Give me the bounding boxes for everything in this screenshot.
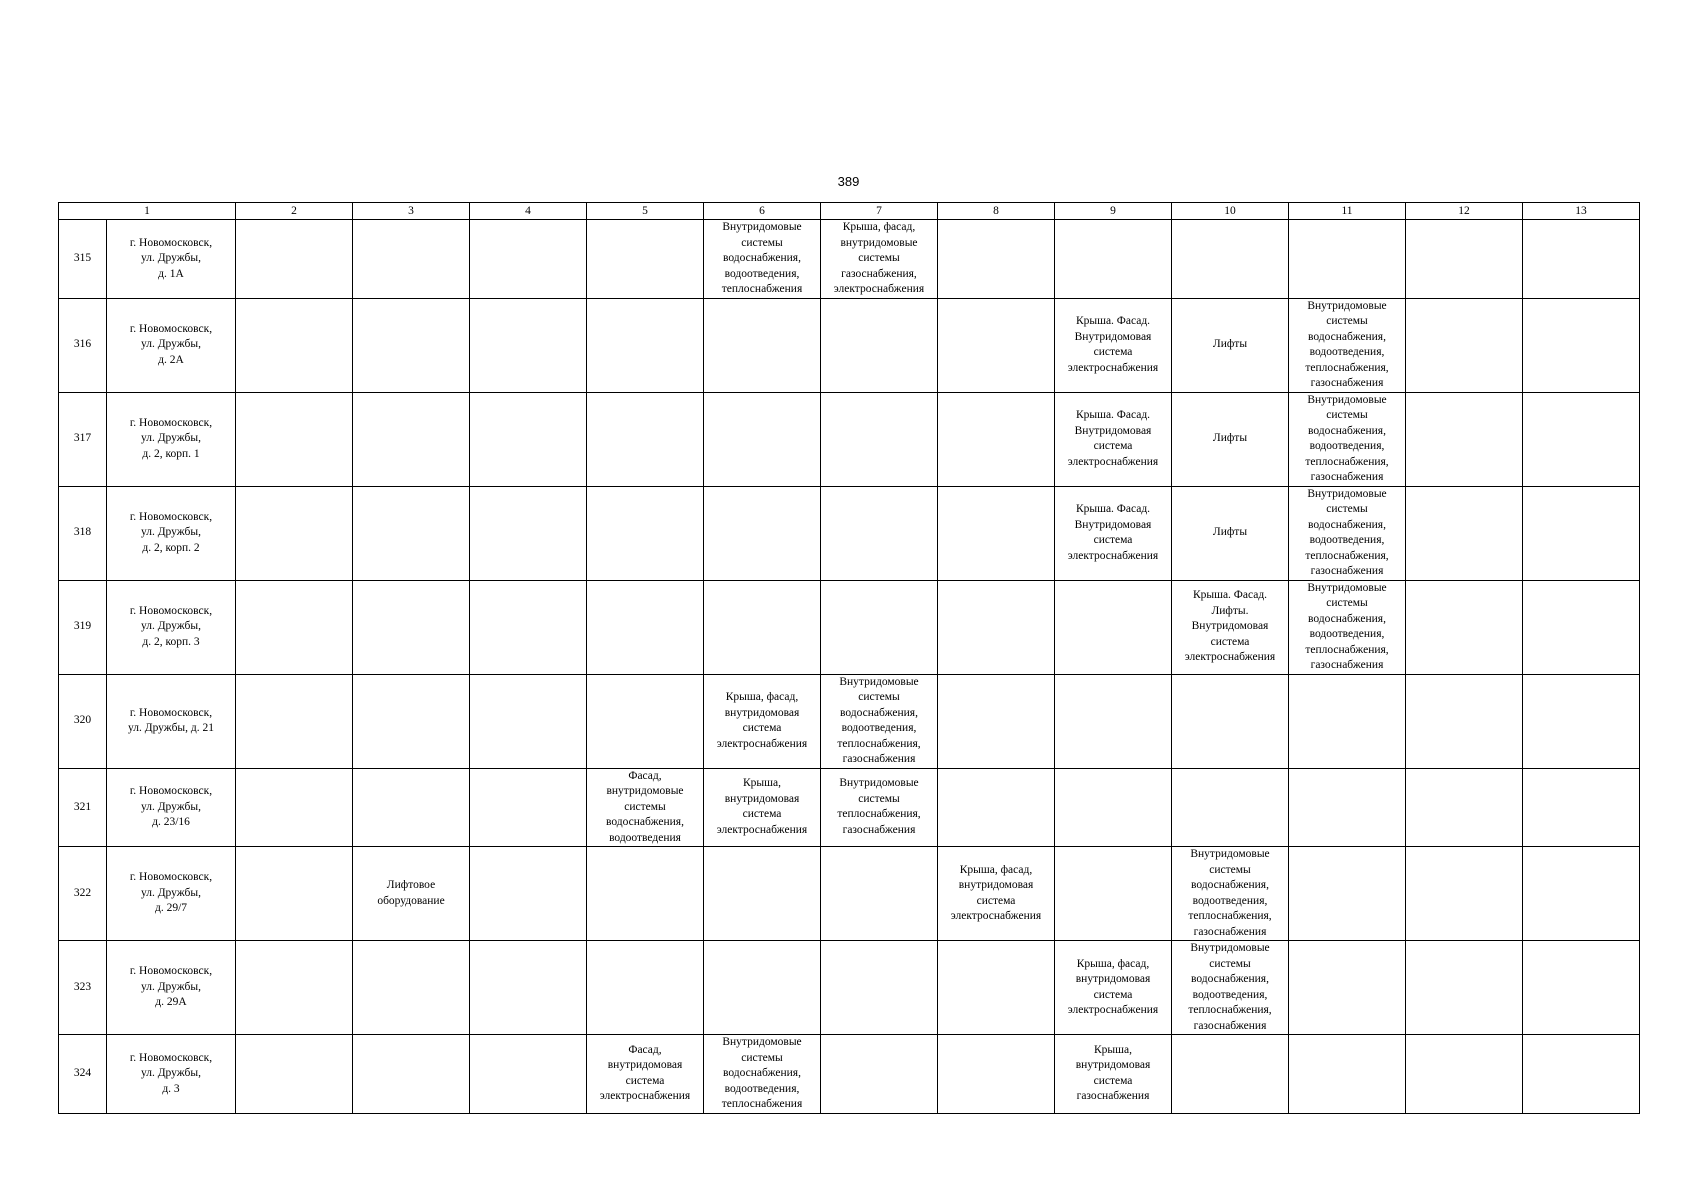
work-cell-col-9: Крыша, фасад, внутридомовая система электроснабжения [1055, 941, 1172, 1035]
work-cell-col-7 [821, 847, 938, 941]
address-cell: г. Новомосковск, ул. Дружбы, д. 2, корп. 3 [107, 580, 236, 674]
work-cell-col-5: Фасад, внутридомовая система электроснабжения [587, 1035, 704, 1114]
work-cell-col-5 [587, 486, 704, 580]
address-cell: г. Новомосковск, ул. Дружбы, д. 29А [107, 941, 236, 1035]
address-cell: г. Новомосковск, ул. Дружбы, д. 2, корп. 2 [107, 486, 236, 580]
work-cell-col-5 [587, 298, 704, 392]
work-cell-col-7 [821, 392, 938, 486]
work-cell-col-2 [236, 847, 353, 941]
work-cell-col-9 [1055, 220, 1172, 299]
work-cell-col-4 [470, 392, 587, 486]
work-cell-col-12 [1406, 674, 1523, 768]
address-cell: г. Новомосковск, ул. Дружбы, д. 21 [107, 674, 236, 768]
column-header: 11 [1289, 203, 1406, 220]
work-cell-col-6 [704, 392, 821, 486]
work-cell-col-9: Крыша. Фасад. Внутридомовая система электроснабжения [1055, 298, 1172, 392]
work-cell-col-7: Крыша, фасад, внутридомовые системы газоснабжения, электроснабжения [821, 220, 938, 299]
row-number-cell: 320 [59, 674, 107, 768]
work-cell-col-6: Внутридомовые системы водоснабжения, водоотведения, теплоснабжения [704, 1035, 821, 1114]
work-cell-col-2 [236, 220, 353, 299]
work-cell-col-9: Крыша. Фасад. Внутридомовая система электроснабжения [1055, 392, 1172, 486]
work-cell-col-13 [1523, 941, 1640, 1035]
row-number-cell: 324 [59, 1035, 107, 1114]
work-cell-col-12 [1406, 768, 1523, 847]
work-cell-col-13 [1523, 486, 1640, 580]
column-header: 2 [236, 203, 353, 220]
work-cell-col-6 [704, 847, 821, 941]
work-cell-col-5 [587, 580, 704, 674]
work-cell-col-6 [704, 580, 821, 674]
work-cell-col-8 [938, 1035, 1055, 1114]
page-number: 389 [837, 174, 860, 189]
work-cell-col-3 [353, 220, 470, 299]
column-header: 5 [587, 203, 704, 220]
work-cell-col-2 [236, 392, 353, 486]
table-row [59, 674, 1640, 768]
work-cell-col-13 [1523, 768, 1640, 847]
work-cell-col-8 [938, 298, 1055, 392]
work-cell-col-10: Крыша. Фасад. Лифты. Внутридомовая система электроснабжения [1172, 580, 1289, 674]
work-cell-col-4 [470, 941, 587, 1035]
work-cell-col-5 [587, 220, 704, 299]
column-header: 9 [1055, 203, 1172, 220]
work-cell-col-9 [1055, 768, 1172, 847]
row-number-cell: 318 [59, 486, 107, 580]
work-cell-col-3 [353, 580, 470, 674]
address-cell: г. Новомосковск, ул. Дружбы, д. 3 [107, 1035, 236, 1114]
work-cell-col-5: Фасад, внутридомовые системы водоснабжения, водоотведения [587, 768, 704, 847]
work-schedule-table [58, 202, 1640, 1114]
work-cell-col-13 [1523, 847, 1640, 941]
work-cell-col-4 [470, 220, 587, 299]
column-header: 1 [59, 203, 236, 220]
work-cell-col-5 [587, 392, 704, 486]
work-cell-col-11: Внутридомовые системы водоснабжения, водоотведения, теплоснабжения, газоснабжения [1289, 486, 1406, 580]
work-cell-col-2 [236, 298, 353, 392]
work-cell-col-11 [1289, 941, 1406, 1035]
address-cell: г. Новомосковск, ул. Дружбы, д. 23/16 [107, 768, 236, 847]
row-number-cell: 323 [59, 941, 107, 1035]
work-cell-col-12 [1406, 486, 1523, 580]
work-cell-col-3 [353, 392, 470, 486]
work-cell-col-10: Лифты [1172, 486, 1289, 580]
work-cell-col-4 [470, 486, 587, 580]
work-cell-col-11 [1289, 220, 1406, 299]
work-cell-col-6 [704, 941, 821, 1035]
work-cell-col-3 [353, 768, 470, 847]
address-cell: г. Новомосковск, ул. Дружбы, д. 1А [107, 220, 236, 299]
work-cell-col-13 [1523, 298, 1640, 392]
work-cell-col-11: Внутридомовые системы водоснабжения, водоотведения, теплоснабжения, газоснабжения [1289, 580, 1406, 674]
work-cell-col-3 [353, 941, 470, 1035]
work-cell-col-4 [470, 768, 587, 847]
work-cell-col-13 [1523, 674, 1640, 768]
work-cell-col-8 [938, 768, 1055, 847]
work-cell-col-12 [1406, 847, 1523, 941]
work-cell-col-11: Внутридомовые системы водоснабжения, водоотведения, теплоснабжения, газоснабжения [1289, 392, 1406, 486]
row-number-cell: 322 [59, 847, 107, 941]
work-cell-col-6: Крыша, фасад, внутридомовая система электроснабжения [704, 674, 821, 768]
column-number-header-row [59, 203, 1640, 220]
work-cell-col-12 [1406, 1035, 1523, 1114]
address-cell: г. Новомосковск, ул. Дружбы, д. 2, корп. 1 [107, 392, 236, 486]
work-cell-col-10 [1172, 674, 1289, 768]
column-header: 10 [1172, 203, 1289, 220]
work-cell-col-12 [1406, 941, 1523, 1035]
work-cell-col-11 [1289, 847, 1406, 941]
work-cell-col-6: Крыша, внутридомовая система электроснабжения [704, 768, 821, 847]
work-cell-col-7 [821, 298, 938, 392]
work-cell-col-6 [704, 298, 821, 392]
work-cell-col-9: Крыша, внутридомовая система газоснабжения [1055, 1035, 1172, 1114]
work-cell-col-8 [938, 580, 1055, 674]
table-row [59, 298, 1640, 392]
work-cell-col-10: Лифты [1172, 298, 1289, 392]
table-row [59, 392, 1640, 486]
work-cell-col-8 [938, 392, 1055, 486]
work-cell-col-4 [470, 674, 587, 768]
work-cell-col-3 [353, 674, 470, 768]
table-row [59, 1035, 1640, 1114]
address-cell: г. Новомосковск, ул. Дружбы, д. 2А [107, 298, 236, 392]
work-cell-col-8 [938, 674, 1055, 768]
table-row [59, 580, 1640, 674]
work-cell-col-11 [1289, 768, 1406, 847]
work-cell-col-3 [353, 486, 470, 580]
work-cell-col-13 [1523, 392, 1640, 486]
work-cell-col-11 [1289, 1035, 1406, 1114]
work-cell-col-13 [1523, 1035, 1640, 1114]
work-cell-col-8 [938, 220, 1055, 299]
work-cell-col-3 [353, 298, 470, 392]
work-cell-col-9 [1055, 580, 1172, 674]
work-cell-col-5 [587, 941, 704, 1035]
work-cell-col-12 [1406, 298, 1523, 392]
work-cell-col-5 [587, 847, 704, 941]
work-cell-col-2 [236, 768, 353, 847]
work-cell-col-3: Лифтовое оборудование [353, 847, 470, 941]
work-cell-col-10 [1172, 768, 1289, 847]
table-row [59, 847, 1640, 941]
work-cell-col-4 [470, 580, 587, 674]
work-cell-col-4 [470, 1035, 587, 1114]
work-cell-col-2 [236, 580, 353, 674]
column-header: 4 [470, 203, 587, 220]
work-cell-col-7 [821, 941, 938, 1035]
work-cell-col-2 [236, 674, 353, 768]
work-cell-col-7 [821, 486, 938, 580]
work-cell-col-12 [1406, 580, 1523, 674]
work-cell-col-9 [1055, 847, 1172, 941]
work-cell-col-4 [470, 847, 587, 941]
column-header: 6 [704, 203, 821, 220]
address-cell: г. Новомосковск, ул. Дружбы, д. 29/7 [107, 847, 236, 941]
work-cell-col-3 [353, 1035, 470, 1114]
work-cell-col-2 [236, 486, 353, 580]
column-header: 7 [821, 203, 938, 220]
table-row [59, 941, 1640, 1035]
work-cell-col-2 [236, 941, 353, 1035]
work-cell-col-13 [1523, 220, 1640, 299]
work-cell-col-6: Внутридомовые системы водоснабжения, водоотведения, теплоснабжения [704, 220, 821, 299]
work-cell-col-4 [470, 298, 587, 392]
work-cell-col-10: Лифты [1172, 392, 1289, 486]
work-cell-col-8 [938, 486, 1055, 580]
column-header: 8 [938, 203, 1055, 220]
row-number-cell: 315 [59, 220, 107, 299]
work-cell-col-5 [587, 674, 704, 768]
work-cell-col-10: Внутридомовые системы водоснабжения, водоотведения, теплоснабжения, газоснабжения [1172, 941, 1289, 1035]
column-header: 12 [1406, 203, 1523, 220]
work-cell-col-6 [704, 486, 821, 580]
column-header: 13 [1523, 203, 1640, 220]
work-cell-col-2 [236, 1035, 353, 1114]
work-cell-col-8: Крыша, фасад, внутридомовая система электроснабжения [938, 847, 1055, 941]
work-cell-col-9: Крыша. Фасад. Внутридомовая система электроснабжения [1055, 486, 1172, 580]
table-row [59, 486, 1640, 580]
work-cell-col-11: Внутридомовые системы водоснабжения, водоотведения, теплоснабжения, газоснабжения [1289, 298, 1406, 392]
work-cell-col-7 [821, 1035, 938, 1114]
work-cell-col-10 [1172, 1035, 1289, 1114]
work-cell-col-8 [938, 941, 1055, 1035]
row-number-cell: 321 [59, 768, 107, 847]
column-header: 3 [353, 203, 470, 220]
work-cell-col-11 [1289, 674, 1406, 768]
work-cell-col-9 [1055, 674, 1172, 768]
work-cell-col-13 [1523, 580, 1640, 674]
row-number-cell: 316 [59, 298, 107, 392]
work-cell-col-7: Внутридомовые системы водоснабжения, водоотведения, теплоснабжения, газоснабжения [821, 674, 938, 768]
work-cell-col-12 [1406, 392, 1523, 486]
work-cell-col-10 [1172, 220, 1289, 299]
row-number-cell: 319 [59, 580, 107, 674]
work-cell-col-10: Внутридомовые системы водоснабжения, водоотведения, теплоснабжения, газоснабжения [1172, 847, 1289, 941]
work-cell-col-7: Внутридомовые системы теплоснабжения, газоснабжения [821, 768, 938, 847]
table-row [59, 768, 1640, 847]
work-cell-col-7 [821, 580, 938, 674]
work-cell-col-12 [1406, 220, 1523, 299]
row-number-cell: 317 [59, 392, 107, 486]
table-row [59, 220, 1640, 299]
